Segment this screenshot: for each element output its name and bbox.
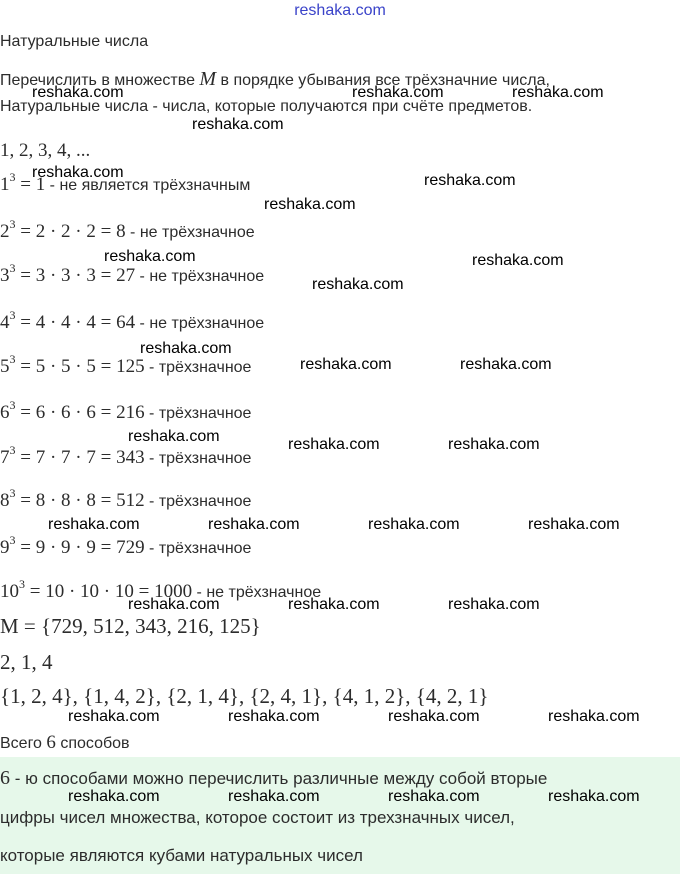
task-suffix: в порядке убывания все трёхзначние числа, bbox=[216, 72, 550, 89]
cube-row: $7^3 = 7 \cdot 7 \cdot 7 = 343$ - трёхзначное bbox=[0, 443, 252, 468]
cube-row: $2^3 = 2 \cdot 2 \cdot 2 = 8$ - не трёхзначное bbox=[0, 217, 255, 242]
watermark: reshaka.com bbox=[228, 788, 320, 805]
watermark: reshaka.com bbox=[68, 708, 160, 725]
watermark: reshaka.com bbox=[104, 248, 196, 265]
total-count: Всего 6 способов bbox=[0, 732, 130, 753]
watermark: reshaka.com bbox=[288, 596, 380, 613]
section-title: Натуральные числа bbox=[0, 33, 149, 50]
watermark: reshaka.com bbox=[68, 788, 160, 805]
watermark: reshaka.com bbox=[48, 516, 140, 533]
watermark: reshaka.com bbox=[32, 84, 124, 101]
cube-row: $1^3 = 1$ - не является трёхзначным bbox=[0, 170, 251, 195]
cube-row: $6^3 = 6 \cdot 6 \cdot 6 = 216$ - трёхзначное bbox=[0, 398, 252, 423]
watermark: reshaka.com bbox=[288, 436, 380, 453]
watermark: reshaka.com bbox=[528, 516, 620, 533]
cube-row: $5^3 = 5 \cdot 5 \cdot 5 = 125$ - трёхзначное bbox=[0, 352, 252, 377]
watermark: reshaka.com bbox=[460, 356, 552, 373]
watermark: reshaka.com bbox=[264, 196, 356, 213]
watermark: reshaka.com bbox=[128, 596, 220, 613]
cube-row: $8^3 = 8 \cdot 8 \cdot 8 = 512$ - трёхзначное bbox=[0, 486, 252, 511]
watermark: reshaka.com bbox=[128, 428, 220, 445]
watermark: reshaka.com bbox=[368, 516, 460, 533]
definition: Натуральные числа - числа, которые получаются при счёте предметов. bbox=[0, 98, 533, 115]
cube-row: $3^3 = 3 \cdot 3 \cdot 3 = 27$ - не трёхзначное bbox=[0, 261, 265, 286]
watermark: reshaka.com bbox=[424, 172, 516, 189]
watermark: reshaka.com bbox=[388, 708, 480, 725]
site-link[interactable]: reshaka.com bbox=[294, 2, 386, 19]
watermark: reshaka.com bbox=[352, 84, 444, 101]
answer-line-3: которые являются кубами натуральных чисел bbox=[0, 846, 363, 865]
watermark: reshaka.com bbox=[32, 164, 124, 181]
set-result: M = {729, 512, 343, 216, 125} bbox=[0, 614, 261, 638]
answer-line-2: цифры чисел множества, которое состоит из трехзначных чисел, bbox=[0, 808, 515, 827]
task-prefix: Перечислить в множестве bbox=[0, 72, 200, 89]
watermark: reshaka.com bbox=[512, 84, 604, 101]
watermark: reshaka.com bbox=[388, 788, 480, 805]
watermark: reshaka.com bbox=[208, 516, 300, 533]
answer-line-1: 6 - ю способами можно перечислить различные между собой вторые bbox=[0, 767, 548, 789]
digits: 2, 1, 4 bbox=[0, 650, 53, 674]
natural-sequence: 1, 2, 3, 4, ... bbox=[0, 140, 91, 161]
cube-row: $10^3 = 10 \cdot 10 \cdot 10 = 1000$ - не трёхзначное bbox=[0, 577, 322, 602]
permutations: {1, 2, 4}, {1, 4, 2}, {2, 1, 4}, {2, 4, 1}, {4, 1, 2}, {4, 2, 1} bbox=[0, 684, 489, 708]
watermark: reshaka.com bbox=[548, 708, 640, 725]
cube-row: $9^3 = 9 \cdot 9 \cdot 9 = 729$ - трёхзначное bbox=[0, 533, 252, 558]
watermark: reshaka.com bbox=[448, 596, 540, 613]
watermark: reshaka.com bbox=[192, 116, 284, 133]
watermark: reshaka.com bbox=[300, 356, 392, 373]
watermark: reshaka.com bbox=[140, 340, 232, 357]
watermark: reshaka.com bbox=[472, 252, 564, 269]
watermark: reshaka.com bbox=[312, 276, 404, 293]
watermark: reshaka.com bbox=[448, 436, 540, 453]
cube-row: $4^3 = 4 \cdot 4 \cdot 4 = 64$ - не трёхзначное bbox=[0, 308, 265, 333]
set-symbol: M bbox=[199, 68, 217, 90]
watermark: reshaka.com bbox=[548, 788, 640, 805]
watermark: reshaka.com bbox=[228, 708, 320, 725]
